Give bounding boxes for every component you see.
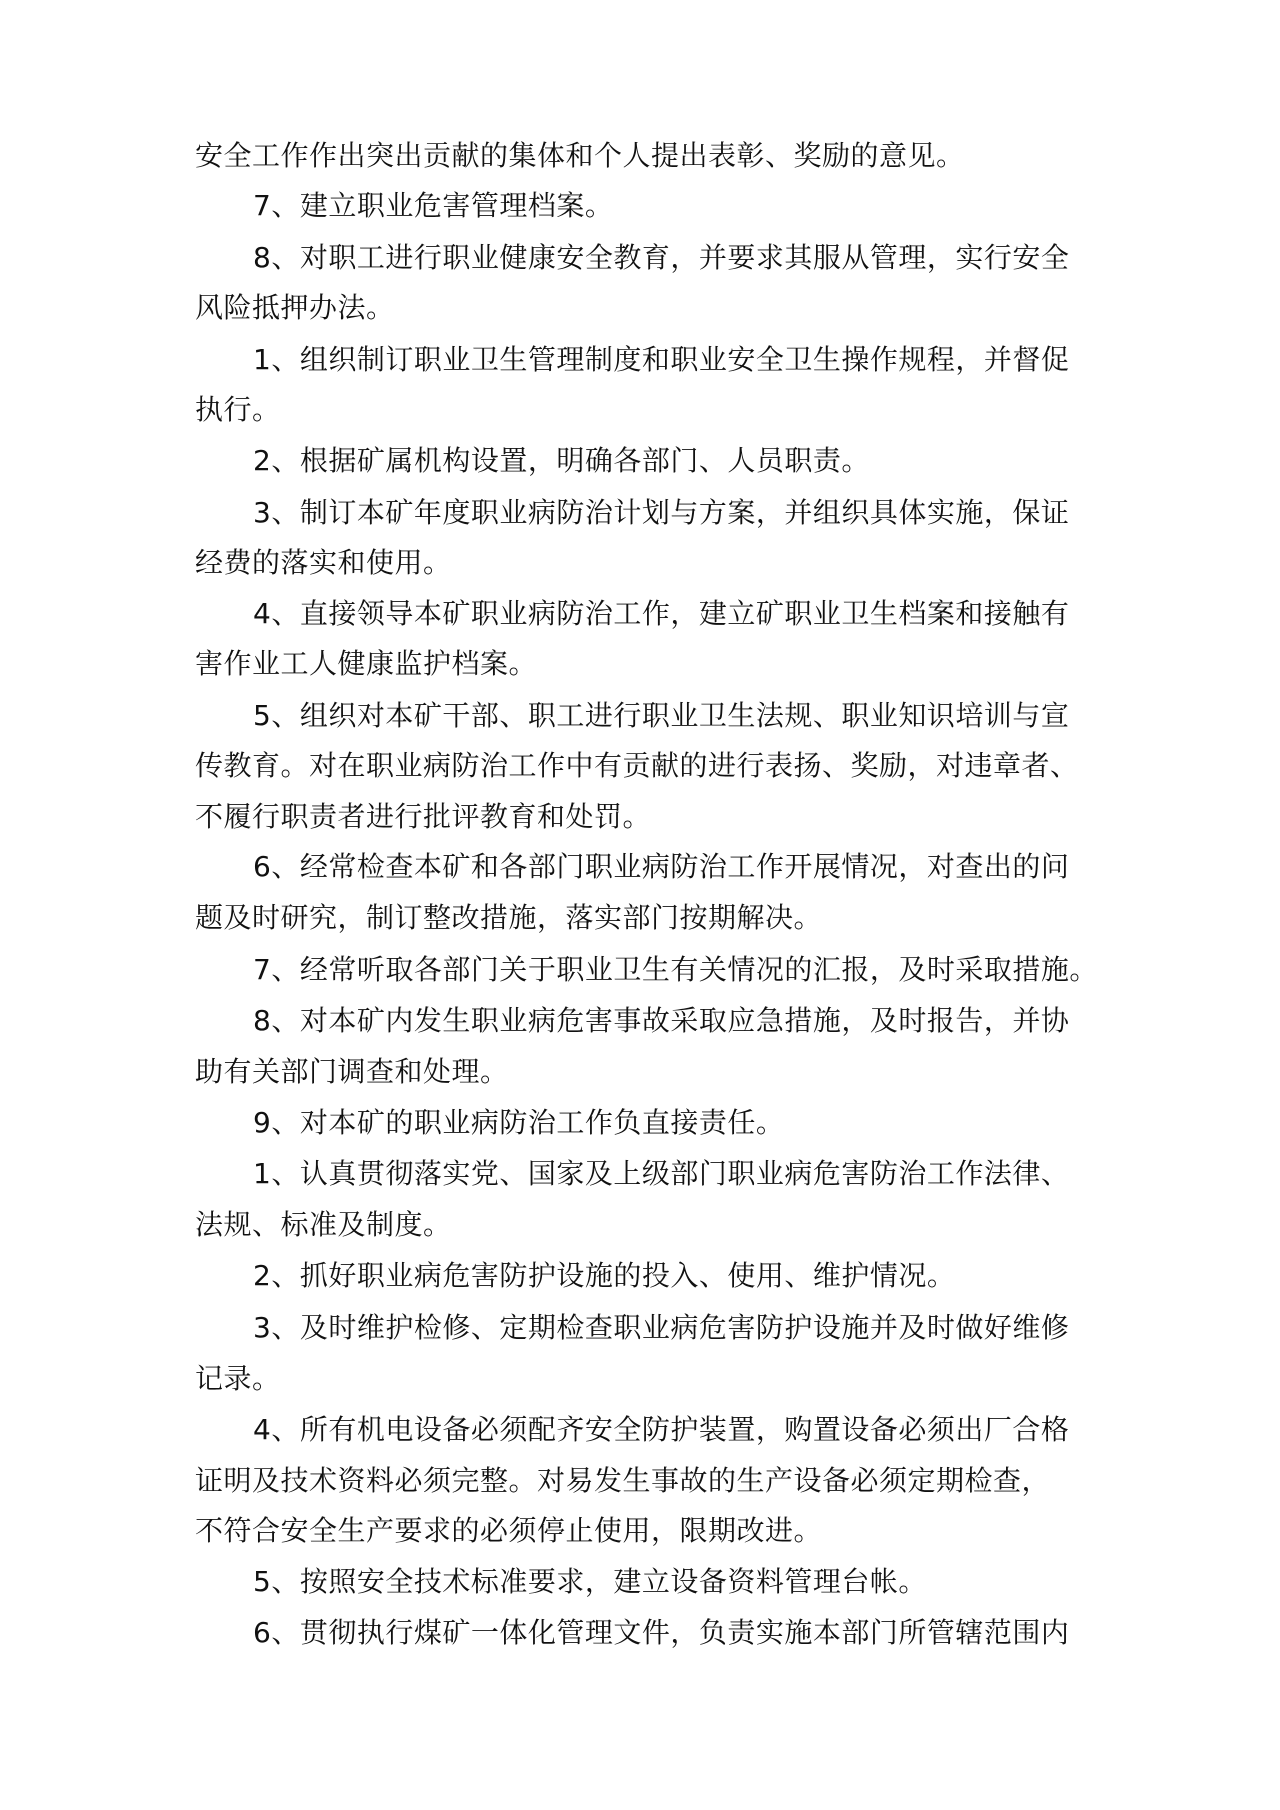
text-line: 证明及技术资料必须完整。对易发生事故的生产设备必须定期检查，	[195, 1464, 1051, 1497]
text-line: 题及时研究，制订整改措施，落实部门按期解决。	[195, 901, 823, 934]
text-line: 6、经常检查本矿和各部门职业病防治工作开展情况，对查出的问	[253, 850, 1070, 883]
text-line: 5、组织对本矿干部、职工进行职业卫生法规、职业知识培训与宣	[253, 699, 1070, 732]
text-line: 3、及时维护检修、定期检查职业病危害防护设施并及时做好维修	[253, 1311, 1070, 1344]
text-line: 6、贯彻执行煤矿一体化管理文件，负责实施本部门所管辖范围内	[253, 1616, 1070, 1649]
text-line: 5、按照安全技术标准要求，建立设备资料管理台帐。	[253, 1565, 927, 1598]
text-line: 助有关部门调查和处理。	[195, 1055, 509, 1088]
text-line: 不履行职责者进行批评教育和处罚。	[195, 800, 652, 833]
text-line: 4、直接领导本矿职业病防治工作，建立矿职业卫生档案和接触有	[253, 597, 1070, 630]
text-line: 风险抵押办法。	[195, 291, 395, 324]
text-line: 法规、标准及制度。	[195, 1208, 452, 1241]
text-line: 3、制订本矿年度职业病防治计划与方案，并组织具体实施，保证	[253, 496, 1070, 529]
text-line: 经费的落实和使用。	[195, 546, 452, 579]
text-line: 1、组织制订职业卫生管理制度和职业安全卫生操作规程，并督促	[253, 343, 1070, 376]
text-line: 8、对本矿内发生职业病危害事故采取应急措施，及时报告，并协	[253, 1004, 1070, 1037]
text-line: 7、经常听取各部门关于职业卫生有关情况的汇报，及时采取措施。	[253, 953, 1098, 986]
text-line: 4、所有机电设备必须配齐安全防护装置，购置设备必须出厂合格	[253, 1413, 1070, 1446]
text-line: 传教育。对在职业病防治工作中有贡献的进行表扬、奖励，对违章者、	[195, 749, 1079, 782]
text-line: 9、对本矿的职业病防治工作负直接责任。	[253, 1106, 785, 1139]
text-line: 安全工作作出突出贡献的集体和个人提出表彰、奖励的意见。	[195, 139, 965, 172]
text-line: 1、认真贯彻落实党、国家及上级部门职业病危害防治工作法律、	[253, 1157, 1070, 1190]
text-line: 7、建立职业危害管理档案。	[253, 189, 614, 222]
text-line: 不符合安全生产要求的必须停止使用，限期改进。	[195, 1514, 823, 1547]
text-line: 害作业工人健康监护档案。	[195, 647, 538, 680]
text-line: 8、对职工进行职业健康安全教育，并要求其服从管理，实行安全	[253, 241, 1070, 274]
text-line: 执行。	[195, 393, 281, 426]
text-line: 2、根据矿属机构设置，明确各部门、人员职责。	[253, 444, 870, 477]
text-line: 记录。	[195, 1362, 281, 1395]
text-line: 2、抓好职业病危害防护设施的投入、使用、维护情况。	[253, 1259, 956, 1292]
